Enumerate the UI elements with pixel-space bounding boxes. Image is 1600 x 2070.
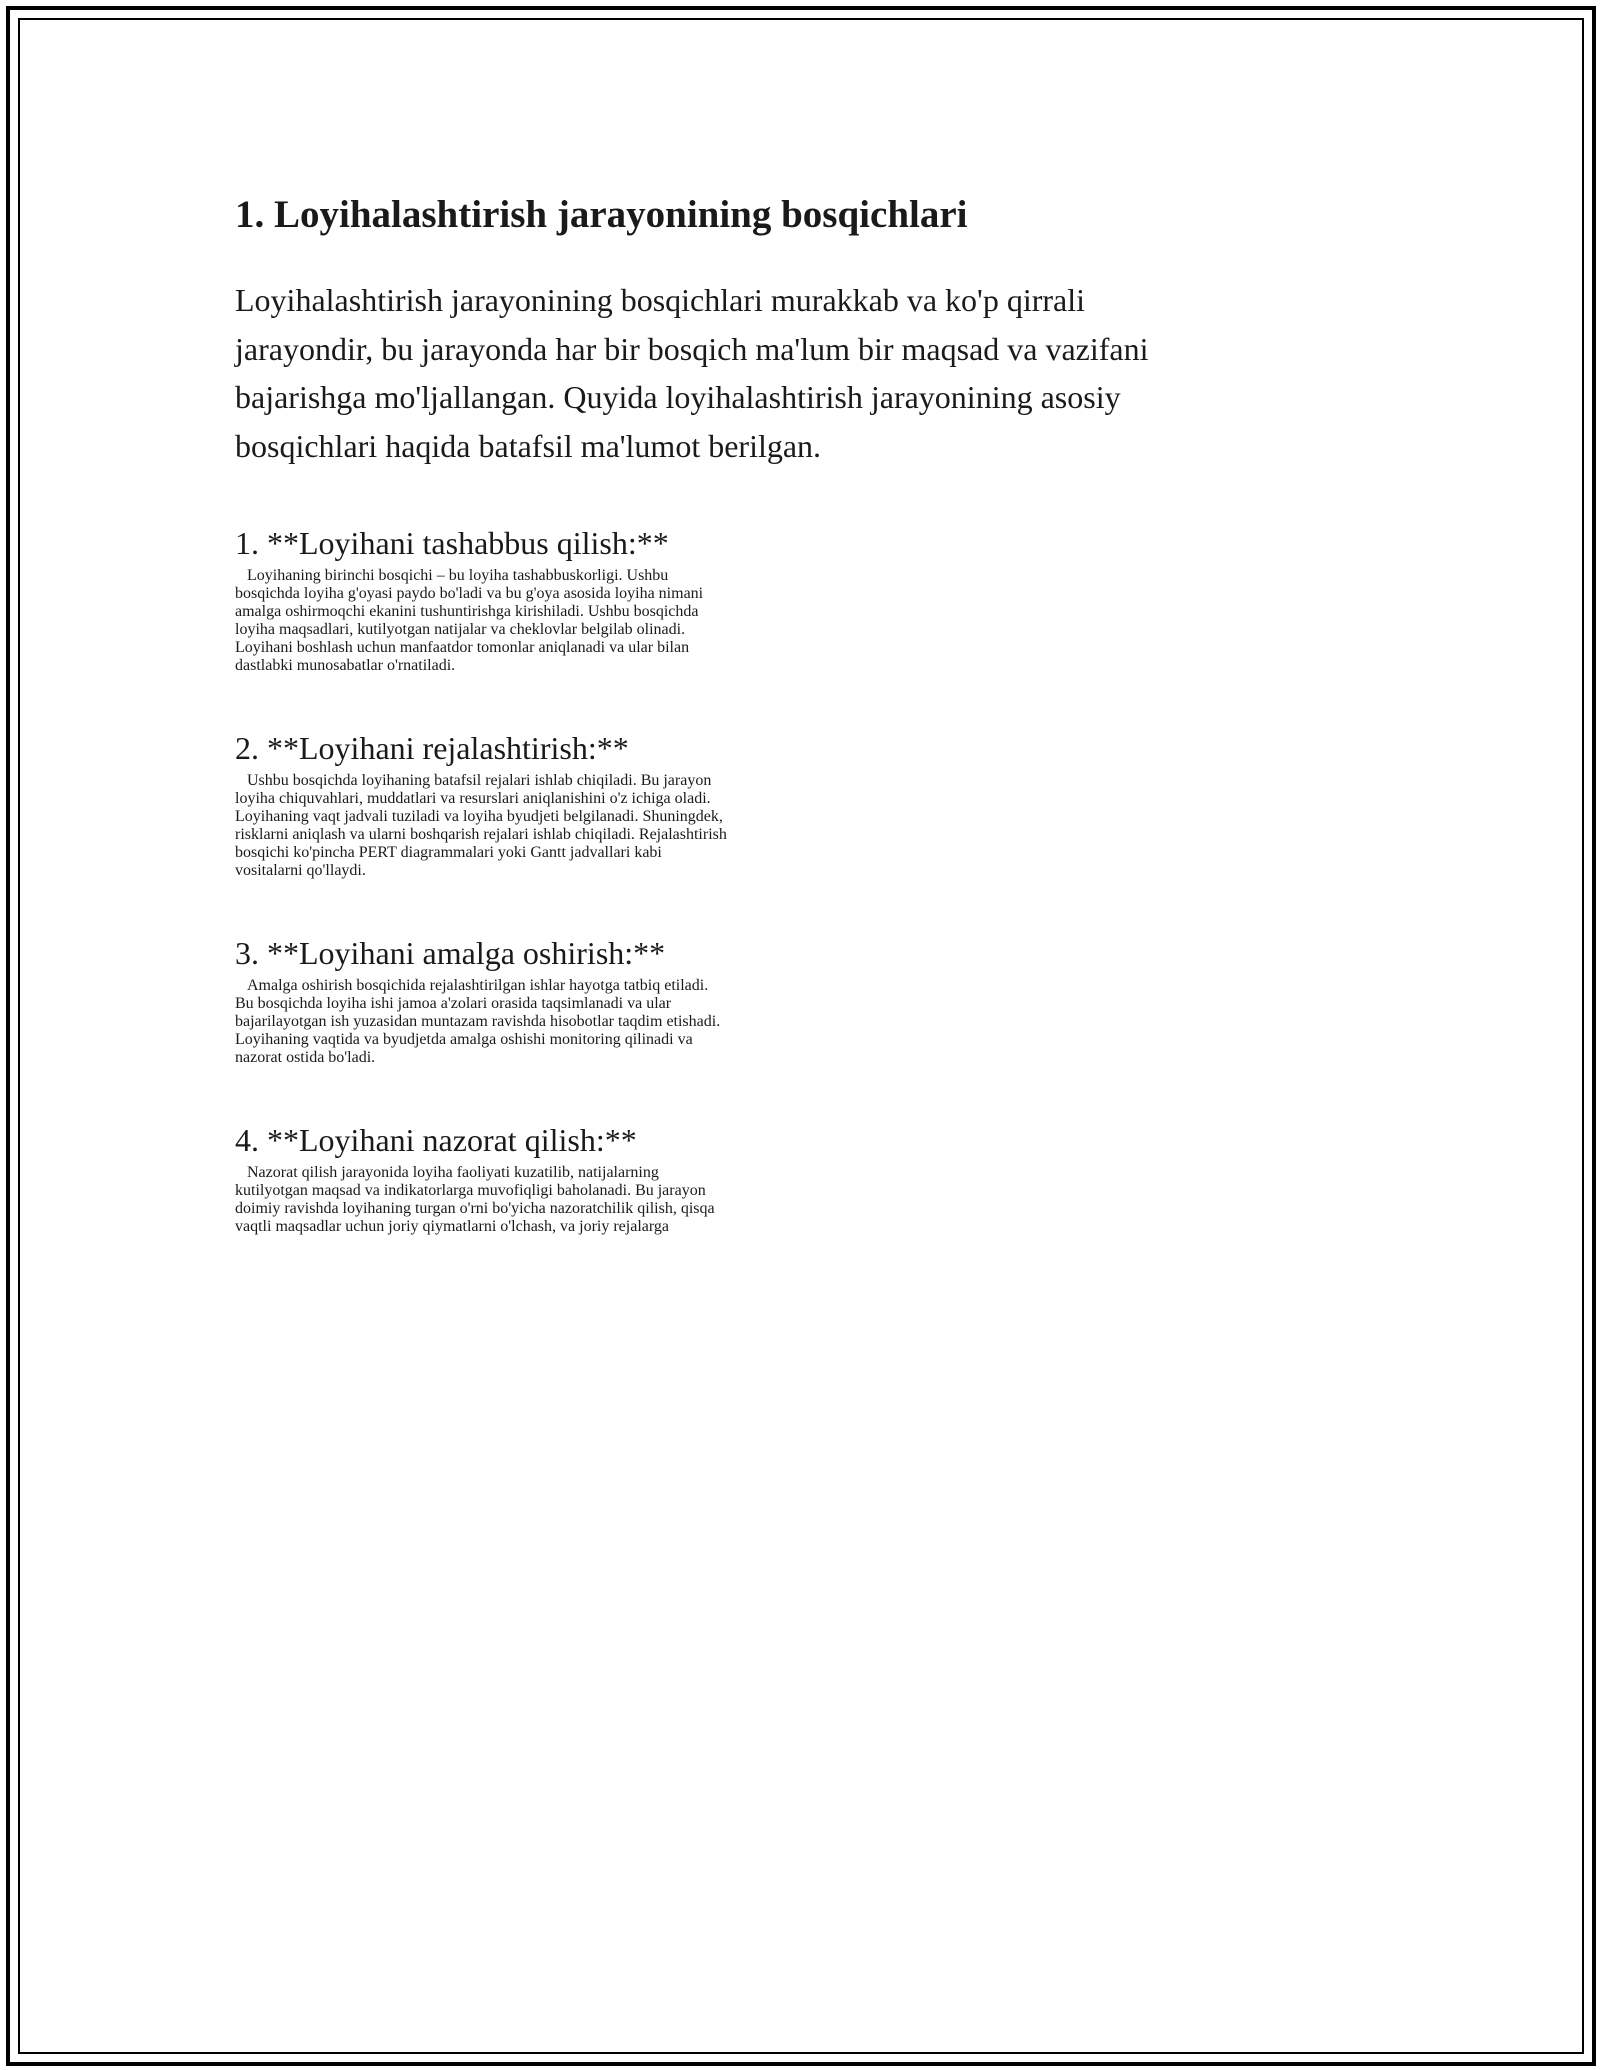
section-line: loyiha maqsadlari, kutilyotgan natijalar va cheklovlar belgilab olinadi. (235, 621, 686, 638)
intro-line: Loyihalashtirish jarayonining bosqichlari murakkab va ko'p qirrali (235, 282, 1085, 318)
intro-line: jarayondir, bu jarayonda har bir bosqich ma'lum bir maqsad va vazifani (235, 330, 1149, 367)
document-title: 1. Loyihalashtirish jarayonining bosqichlari (235, 193, 968, 236)
section-line: Loyihaning vaqtida va byudjetda amalga oshishi monitoring qilinadi va (235, 1031, 693, 1048)
section-line (235, 567, 1415, 585)
section-line: dastlabki munosabatlar o'rnatiladi. (235, 657, 456, 674)
section-line: kutilyotgan maqsad va indikatorlarga muvofiqligi baholanadi. Bu jarayon (235, 1182, 706, 1199)
section-heading: 4. **Loyihani nazorat qilish:** (235, 1121, 637, 1158)
section-line: vositalarni qo'llaydi. (235, 862, 366, 879)
section-line: risklarni aniqlash va ularni boshqarish rejalari ishlab chiqiladi. Rejalashtirish (235, 826, 727, 843)
intro-paragraph (235, 276, 1415, 470)
section-line: bosqichi ko'pincha PERT diagrammalari yoki Gantt jadvallari kabi (235, 844, 662, 861)
section-line: Loyihani boshlash uchun manfaatdor tomonlar aniqlanadi va ular bilan (235, 639, 690, 656)
section-line: Loyihaning vaqt jadvali tuziladi va loyiha byudjeti belgilanadi. Shuningdek, (235, 808, 723, 825)
section-line: loyiha chiquvahlari, muddatlari va resurslari aniqlanishini o'z ichiga oladi. (235, 790, 711, 807)
section-initiation (235, 519, 1415, 676)
section-line: bajarilayotgan ish yuzasidan muntazam ravishda hisobotlar taqdim etishadi. (235, 1013, 721, 1030)
section-line: Bu bosqichda loyiha ishi jamoa a'zolari orasida taqsimlanadi va ular (235, 995, 672, 1012)
section-line (235, 1164, 1415, 1182)
section-line-text: Nazorat qilish jarayonida loyiha faoliyati kuzatilib, natijalarning (247, 1164, 659, 1181)
section-line (235, 772, 1415, 790)
section-heading: 1. **Loyihani tashabbus qilish:** (235, 524, 669, 561)
section-heading: 3. **Loyihani amalga oshirish:** (235, 934, 666, 971)
section-line: nazorat ostida bo'ladi. (235, 1049, 376, 1066)
section-line: doimiy ravishda loyihaning turgan o'rni bo'yicha nazoratchilik qilish, qisqa (235, 1200, 715, 1217)
section-planning (235, 724, 1415, 881)
section-line: vaqtli maqsadlar uchun joriy qiymatlarni o'lchash, va joriy rejalarga (235, 1218, 670, 1235)
section-control (235, 1116, 1415, 1237)
section-line-text: Ushbu bosqichda loyihaning batafsil rejalari ishlab chiqiladi. Bu jarayon (247, 772, 712, 789)
section-line: bosqichda loyiha g'oyasi paydo bo'ladi va bu g'oya asosida loyiha nimani (235, 585, 704, 602)
section-line: amalga oshirmoqchi ekanini tushuntirishga kirishiladi. Ushbu bosqichda (235, 603, 699, 620)
document-page (235, 180, 1415, 1236)
section-execution (235, 929, 1415, 1068)
intro-line: bajarishga mo'ljallangan. Quyida loyihalashtirish jarayonining asosiy (235, 379, 1121, 415)
section-line (235, 977, 1415, 995)
intro-line: bosqichlari haqida batafsil ma'lumot berilgan. (235, 427, 822, 464)
section-line-text: Amalga oshirish bosqichida rejalashtirilgan ishlar hayotga tatbiq etiladi. (247, 977, 709, 994)
section-heading: 2. **Loyihani rejalashtirish:** (235, 729, 629, 766)
section-line-text: Loyihaning birinchi bosqichi – bu loyiha tashabbuskorligi. Ushbu (247, 567, 669, 584)
